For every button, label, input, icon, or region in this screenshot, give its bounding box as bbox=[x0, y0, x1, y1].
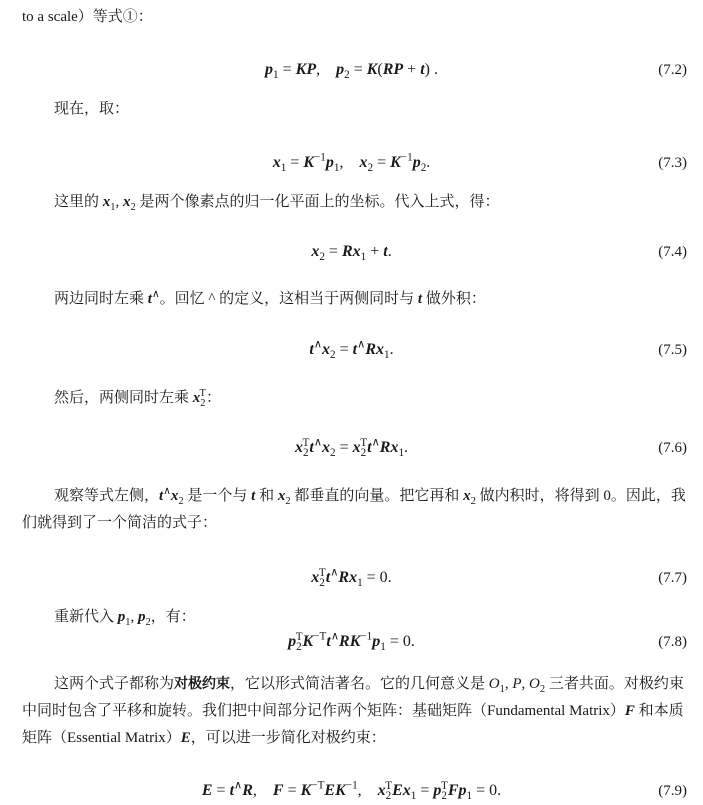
equation-number: (7.3) bbox=[658, 155, 687, 171]
text-line-scale: to a scale）等式①： bbox=[22, 9, 153, 25]
equation-number: (7.8) bbox=[658, 634, 687, 650]
equation-7-5: $t^\wedge x_2 = t^\wedge Rx_1$. bbox=[309, 338, 394, 362]
equation-7-2: $p_1$ = KP, $p_2 = K(RP + t)$ . bbox=[265, 61, 438, 82]
equation-number: (7.7) bbox=[658, 570, 687, 586]
equation-7-9: E = t∧R, $F = K^{-T}EK^{-1}$, $x_2^TEx_1 = p_2^TFp_1 = 0$. bbox=[201, 779, 502, 803]
paragraph-normalized: 这里的 $x_1$, $x_2$ 是两个像素点的归一化平面上的坐标。代入上式，得： bbox=[54, 194, 500, 213]
term-epipolar-constraint: 对极约束 bbox=[174, 676, 231, 692]
paragraph-observe: 观察等式左侧，$t^\wedge x_2$ 是一个与 t 和 $x_2$ 都垂直的向量。把它再和 $x_2$ 做内积时，将得到 0。因此，我们就得到了一个简洁的式子： bbox=[22, 486, 686, 531]
equation-number: (7.5) bbox=[658, 342, 687, 358]
equation-7-7: $x_2^Tt^\wedge Rx_1 = 0$. bbox=[311, 566, 392, 590]
equation-number: (7.2) bbox=[658, 62, 687, 78]
paragraph-take: 现在，取： bbox=[54, 101, 130, 117]
paragraph-cross-product: 两边同时左乘 t∧。回忆 ^ 的定义，这相当于两侧同时与 t 做外积： bbox=[54, 289, 486, 307]
equation-number: (7.9) bbox=[658, 783, 687, 799]
equation-7-6: $x_2^Tt^\wedge x_2 = x_2^Tt^\wedge Rx_1$. bbox=[294, 436, 409, 460]
equation-7-8: $p_2^TK^{-T}t^\wedge RK^{-1}p_1 = 0$. bbox=[288, 630, 415, 654]
equation-number: (7.6) bbox=[658, 440, 687, 456]
paragraph-epipolar: 这两个式子都称为对极约束，它以形式简洁著名。它的几何意义是 $O_1$, P, $O_2$ 三者共面。对极约束中同时包含了平移和旋转。我们把中间部分记作两个矩阵：基础矩阵（Fundamental Matrix）F 和本质矩阵（Essential Matrix）E，可以进一步简化对极约束： bbox=[22, 676, 684, 746]
equation-number: (7.4) bbox=[658, 244, 687, 260]
equation-7-3: $x_1 = K^{-1}p_1$, $x_2 = K^{-1}p_2$. bbox=[272, 151, 431, 175]
paragraph-substitute: 重新代入 $p_1$, $p_2$，有： bbox=[54, 609, 196, 628]
equation-7-4: $x_2 = Rx_1 + t$. bbox=[311, 243, 392, 264]
paragraph-left-multiply: 然后，两侧同时左乘 $x_2^T$： bbox=[54, 388, 221, 409]
